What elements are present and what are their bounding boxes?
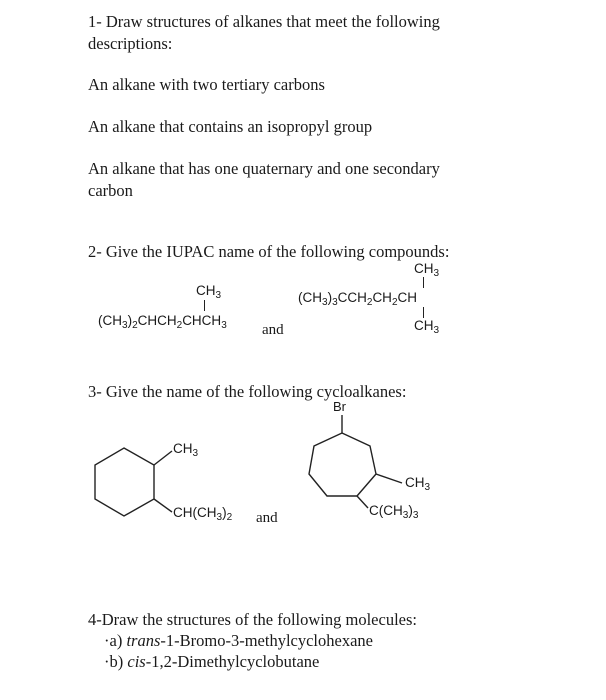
compound2-top: $CH_3$ (414, 261, 440, 279)
q4-item-a (104, 630, 373, 652)
ring1-bond-top (154, 451, 172, 465)
compound1-main: $(CH_3)_2CHCH_2CHCH_3$ (98, 313, 227, 331)
ring2-sub-bottom: $C(CH_3)_3$ (369, 503, 419, 521)
q1-item-2: An alkane that contains an isopropyl group (88, 117, 373, 136)
q4-b-rest: -1,2-Dimethylcyclobutane (145, 652, 320, 671)
ring1-sub-top: $CH_3$ (173, 441, 199, 459)
compound1-branch: $CH_3$ (196, 283, 222, 301)
q4-a-italic: trans (126, 631, 161, 650)
ring1-bond-bottom (154, 499, 172, 512)
bullet-a: · (104, 631, 110, 650)
q4-item-b (104, 651, 319, 673)
q4-a-prefix: a) (109, 631, 123, 650)
ring2-bond-tbu (357, 496, 368, 508)
compound2-main: $(CH_3)_3CCH_2CH_2CH$ (298, 290, 417, 308)
q4-title: 4-Draw the structures of the following molecules: (88, 610, 417, 629)
q2-title: 2- Give the IUPAC name of the following compounds: (88, 242, 450, 261)
q3-title: 3- Give the name of the following cycloalkanes: (88, 382, 407, 401)
q1-title-line2: descriptions: (88, 34, 173, 53)
q3-and-label: and (256, 510, 278, 526)
compound2-bottom: $CH_3$ (414, 318, 440, 336)
ring2-sub-top: Br (333, 399, 346, 414)
q4-a-rest: -1-Bromo-3-methylcyclohexane (160, 631, 373, 650)
q1-title-line1: 1- Draw structures of alkanes that meet the following (88, 12, 440, 31)
ring2-bond-ch3 (376, 474, 402, 483)
ring2-sub-right: $CH_3$ (405, 475, 431, 493)
cycloheptane-ring (309, 433, 376, 496)
q1-item-1: An alkane with two tertiary carbons (88, 75, 325, 94)
cyclohexane-ring (95, 448, 154, 516)
q2-and-label: and (262, 322, 284, 338)
bullet-b: · (104, 652, 110, 671)
q4-b-prefix: b) (109, 652, 124, 671)
q1-item-3: An alkane that has one quaternary and one secondary (88, 159, 440, 178)
q4-b-italic: cis (127, 652, 146, 671)
ring1-sub-bottom: $CH(CH_3)_2$ (173, 505, 233, 523)
q1-item-3-line2: carbon (88, 181, 133, 200)
